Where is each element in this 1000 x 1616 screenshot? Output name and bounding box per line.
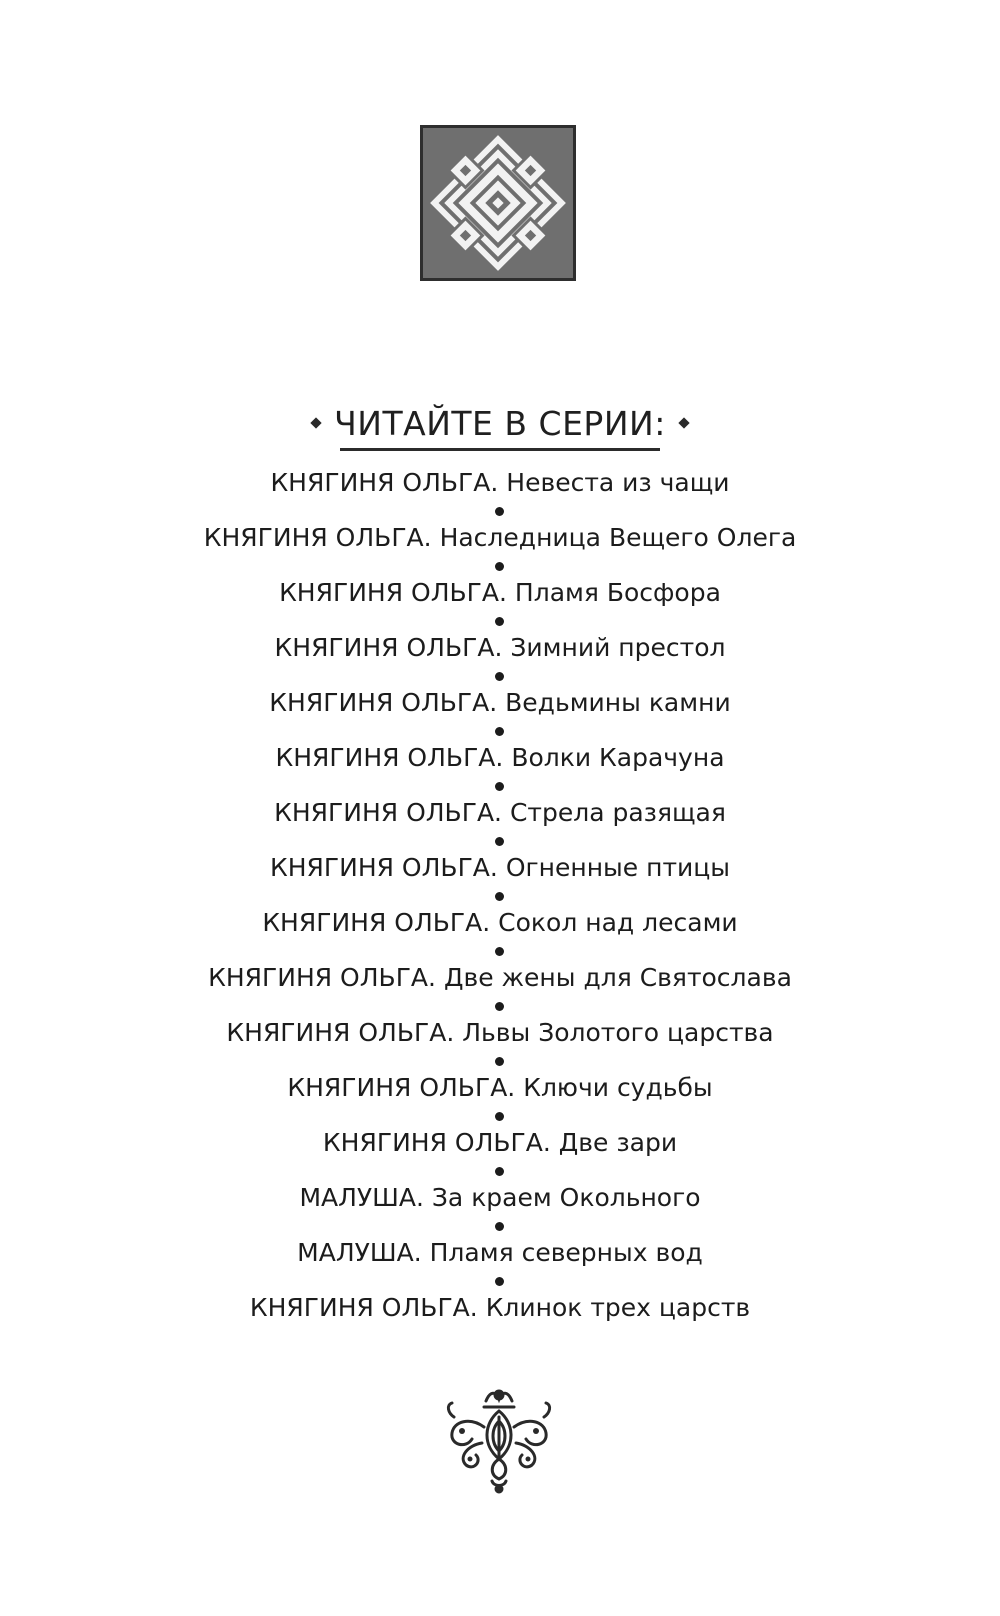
book-title: Клинок трех царств [485, 1293, 751, 1322]
bullet-separator-icon [0, 834, 1000, 847]
book-item [0, 902, 1000, 944]
book-title: Львы Золотого царства [462, 1018, 774, 1047]
book-item [0, 957, 1000, 999]
book-series: КНЯГИНЯ ОЛЬГА. [274, 633, 503, 662]
header-underline [340, 448, 660, 451]
book-item [0, 627, 1000, 669]
book-title: Ключи судьбы [523, 1073, 713, 1102]
book-title: За краем Окольного [431, 1183, 701, 1212]
book-title: Стрела разящая [509, 798, 726, 827]
bullet-separator-icon [0, 559, 1000, 572]
book-title: Пламя северных вод [429, 1238, 703, 1267]
book-title: Две зари [558, 1128, 678, 1157]
book-item [0, 682, 1000, 724]
book-item [0, 1232, 1000, 1274]
book-title: Наследница Вещего Олега [439, 523, 797, 552]
series-header-row [300, 398, 700, 448]
book-title: Две жены для Святослава [443, 963, 792, 992]
bullet-separator-icon [0, 889, 1000, 902]
floral-vignette-ornament-icon [444, 1387, 554, 1497]
book-item [0, 1287, 1000, 1329]
book-item [0, 462, 1000, 504]
book-item [0, 1177, 1000, 1219]
book-series: КНЯГИНЯ ОЛЬГА. [203, 523, 432, 552]
bullet-separator-icon [0, 1274, 1000, 1287]
series-header [300, 398, 700, 451]
bullet-separator-icon [0, 614, 1000, 627]
book-series: КНЯГИНЯ ОЛЬГА. [274, 798, 502, 827]
book-series: КНЯГИНЯ ОЛЬГА. [279, 578, 507, 607]
book-title: Огненные птицы [505, 853, 731, 882]
bullet-separator-icon [0, 944, 1000, 957]
book-list [0, 462, 1000, 1329]
book-series: КНЯГИНЯ ОЛЬГА. [322, 1128, 551, 1157]
book-item [0, 1067, 1000, 1109]
book-item [0, 517, 1000, 559]
diamond-left-icon [311, 417, 322, 428]
book-item [0, 737, 1000, 779]
bullet-separator-icon [0, 1164, 1000, 1177]
bullet-separator-icon [0, 724, 1000, 737]
book-item [0, 792, 1000, 834]
bullet-separator-icon [0, 999, 1000, 1012]
book-series: КНЯГИНЯ ОЛЬГА. [287, 1073, 516, 1102]
bullet-separator-icon [0, 1219, 1000, 1232]
book-series: КНЯГИНЯ ОЛЬГА. [226, 1018, 455, 1047]
book-series: КНЯГИНЯ ОЛЬГА. [275, 743, 504, 772]
bullet-separator-icon [0, 504, 1000, 517]
book-title: Невеста из чащи [506, 468, 730, 497]
bullet-separator-icon [0, 779, 1000, 792]
book-series: КНЯГИНЯ ОЛЬГА. [262, 908, 491, 937]
slavic-rhombus-emblem-icon [420, 125, 576, 281]
book-series: КНЯГИНЯ ОЛЬГА. [269, 853, 498, 882]
book-item [0, 1012, 1000, 1054]
book-item [0, 1122, 1000, 1164]
book-title: Ведьмины камни [505, 688, 731, 717]
series-header-title: ЧИТАЙТЕ В СЕРИИ: [334, 403, 666, 443]
book-series: КНЯГИНЯ ОЛЬГА. [269, 688, 498, 717]
book-series: КНЯГИНЯ ОЛЬГА. [270, 468, 499, 497]
book-series: КНЯГИНЯ ОЛЬГА. [249, 1293, 478, 1322]
book-item [0, 572, 1000, 614]
bullet-separator-icon [0, 669, 1000, 682]
book-series: КНЯГИНЯ ОЛЬГА. [208, 963, 436, 992]
bullet-separator-icon [0, 1054, 1000, 1067]
book-series: МАЛУША. [297, 1238, 422, 1267]
bullet-separator-icon [0, 1109, 1000, 1122]
book-series: МАЛУША. [299, 1183, 424, 1212]
diamond-right-icon [678, 417, 689, 428]
book-title: Волки Карачуна [511, 743, 725, 772]
book-title: Зимний престол [510, 633, 726, 662]
book-title: Сокол над лесами [498, 908, 738, 937]
book-item [0, 847, 1000, 889]
book-title: Пламя Босфора [514, 578, 721, 607]
